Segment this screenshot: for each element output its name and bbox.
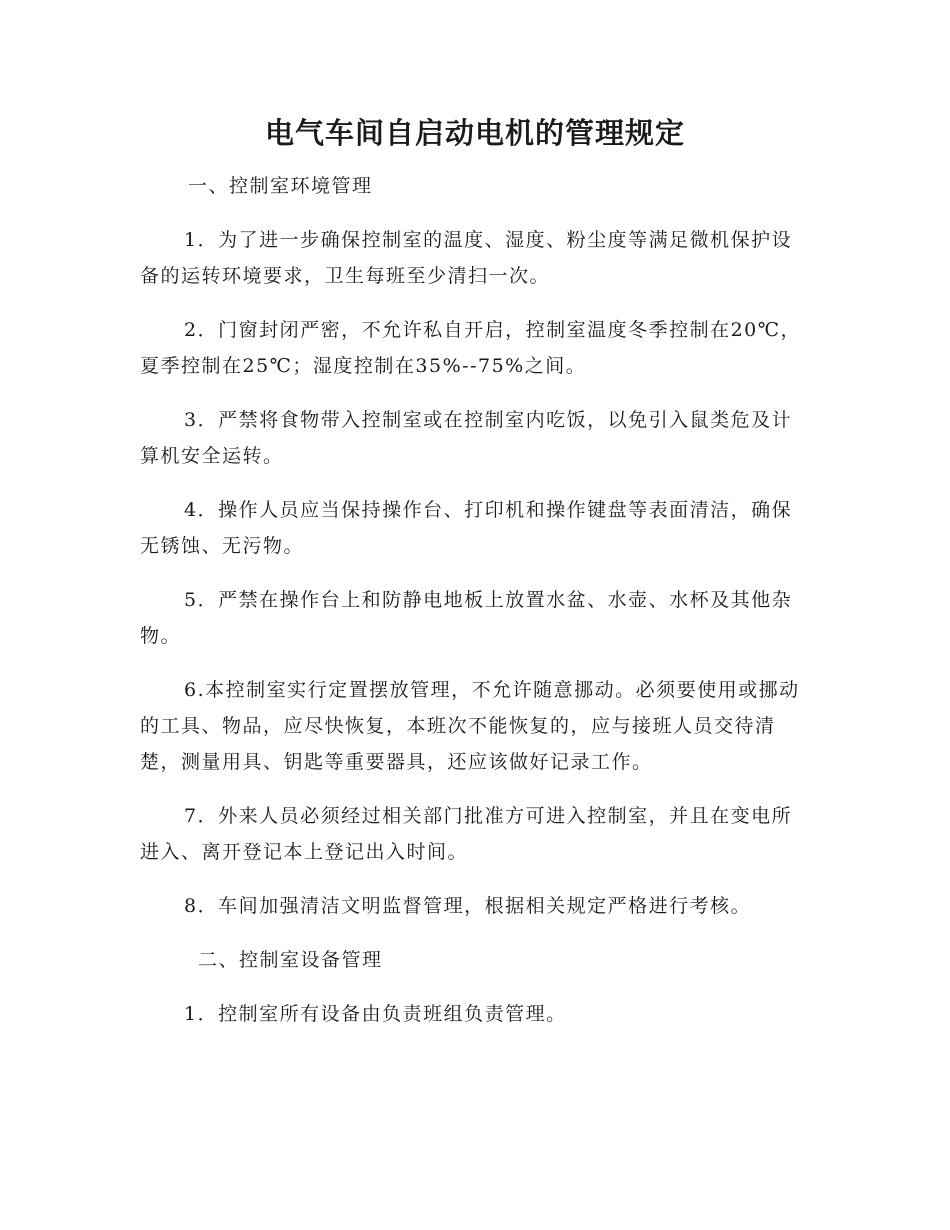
section-item: 2．门窗封闭严密，不允许私自开启，控制室温度冬季控制在20℃，夏季控制在25℃；湿度控制在35%--75%之间。: [140, 319, 802, 377]
section-item: 8．车间加强清洁文明监督管理，根据相关规定严格进行考核。: [184, 895, 752, 917]
section-item: 6.本控制室实行定置摆放管理，不允许随意挪动。必须要使用或挪动的工具、物品，应尽快恢复，本班次不能恢复的，应与接班人员交待清楚，测量用具、钥匙等重要器具，还应该做好记录工作。: [140, 679, 800, 773]
section-item: 1．为了进一步确保控制室的温度、湿度、粉尘度等满足微机保护设备的运转环境要求，卫生每班至少清扫一次。: [140, 229, 793, 287]
section-item: 3．严禁将食物带入控制室或在控制室内吃饭，以免引入鼠类危及计算机安全运转。: [140, 409, 793, 467]
document-body: [140, 168, 810, 1050]
section-item: 7．外来人员必须经过相关部门批准方可进入控制室，并且在变电所进入、离开登记本上登记出入时间。: [140, 805, 793, 863]
section-item: 1．控制室所有设备由负责班组负责管理。: [184, 1003, 567, 1025]
section-item: 4．操作人员应当保持操作台、打印机和操作键盘等表面清洁，确保无锈蚀、无污物。: [140, 499, 793, 557]
document-title: 电气车间自启动电机的管理规定: [264, 116, 685, 150]
section-item: 5．严禁在操作台上和防静电地板上放置水盆、水壶、水杯及其他杂物。: [140, 589, 793, 647]
section-heading: 二、控制室设备管理: [198, 949, 383, 971]
section-heading: 一、控制室环境管理: [188, 175, 373, 197]
